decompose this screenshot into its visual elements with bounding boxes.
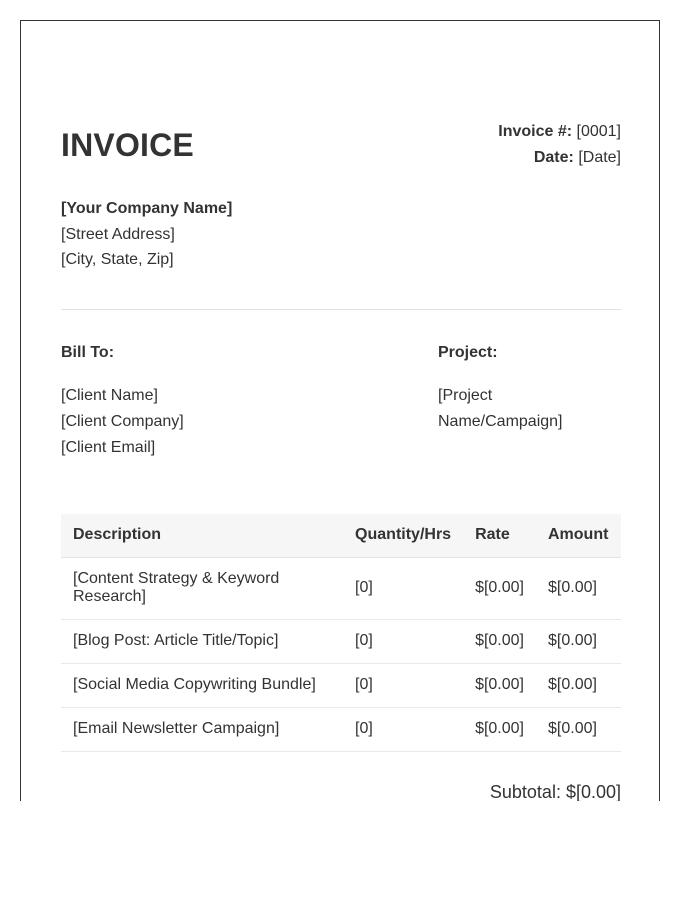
invoice-date-label: Date: — [533, 149, 574, 166]
row-quantity: [0] — [343, 663, 463, 707]
invoice-date-line — [498, 145, 621, 171]
table-row — [61, 557, 621, 619]
company-city: [City, State, Zip] — [61, 251, 174, 268]
table-row — [61, 663, 621, 707]
project-label: Project: — [438, 344, 498, 361]
row-rate: $[0.00] — [463, 619, 536, 663]
project-section — [438, 342, 621, 435]
row-amount: $[0.00] — [536, 557, 621, 619]
bill-to-label: Bill To: — [61, 344, 115, 361]
header-description: Description — [61, 514, 343, 557]
project-lines — [438, 383, 621, 435]
row-amount: $[0.00] — [536, 707, 621, 751]
invoice-number-line — [498, 119, 621, 145]
invoice-title: INVOICE — [61, 127, 194, 163]
row-rate: $[0.00] — [463, 663, 536, 707]
table-header-row — [61, 514, 621, 557]
row-description: [Content Strategy & Keyword Research] — [61, 557, 343, 619]
client-email: [Client Email] — [61, 439, 156, 456]
invoice-number-label: Invoice #: — [498, 123, 573, 140]
header-rate: Rate — [463, 514, 536, 557]
invoice-date-value: [Date] — [578, 149, 621, 166]
project-name: [Project Name/Campaign] — [438, 387, 563, 430]
invoice-meta — [498, 119, 621, 171]
bill-to-section — [61, 342, 184, 461]
row-description: [Email Newsletter Campaign] — [61, 707, 343, 751]
row-amount: $[0.00] — [536, 663, 621, 707]
company-name: [Your Company Name] — [61, 200, 233, 217]
row-amount: $[0.00] — [536, 619, 621, 663]
row-description: [Social Media Copywriting Bundle] — [61, 663, 343, 707]
line-items-table — [61, 514, 621, 752]
header-quantity: Quantity/Hrs — [343, 514, 463, 557]
client-name: [Client Name] — [61, 387, 158, 404]
row-quantity: [0] — [343, 557, 463, 619]
client-company: [Client Company] — [61, 413, 184, 430]
row-rate: $[0.00] — [463, 707, 536, 751]
row-quantity: [0] — [343, 707, 463, 751]
table-row — [61, 619, 621, 663]
company-info — [61, 196, 232, 273]
bill-to-lines — [61, 383, 184, 461]
company-street: [Street Address] — [61, 225, 175, 243]
header-divider — [61, 309, 621, 310]
invoice-number-value: [0001] — [576, 123, 621, 140]
row-quantity: [0] — [343, 619, 463, 663]
table-row — [61, 707, 621, 751]
invoice-document — [20, 20, 660, 801]
row-rate: $[0.00] — [463, 557, 536, 619]
subtotal: Subtotal: $[0.00] — [489, 782, 621, 801]
row-description: [Blog Post: Article Title/Topic] — [61, 619, 343, 663]
header-amount: Amount — [536, 514, 621, 557]
